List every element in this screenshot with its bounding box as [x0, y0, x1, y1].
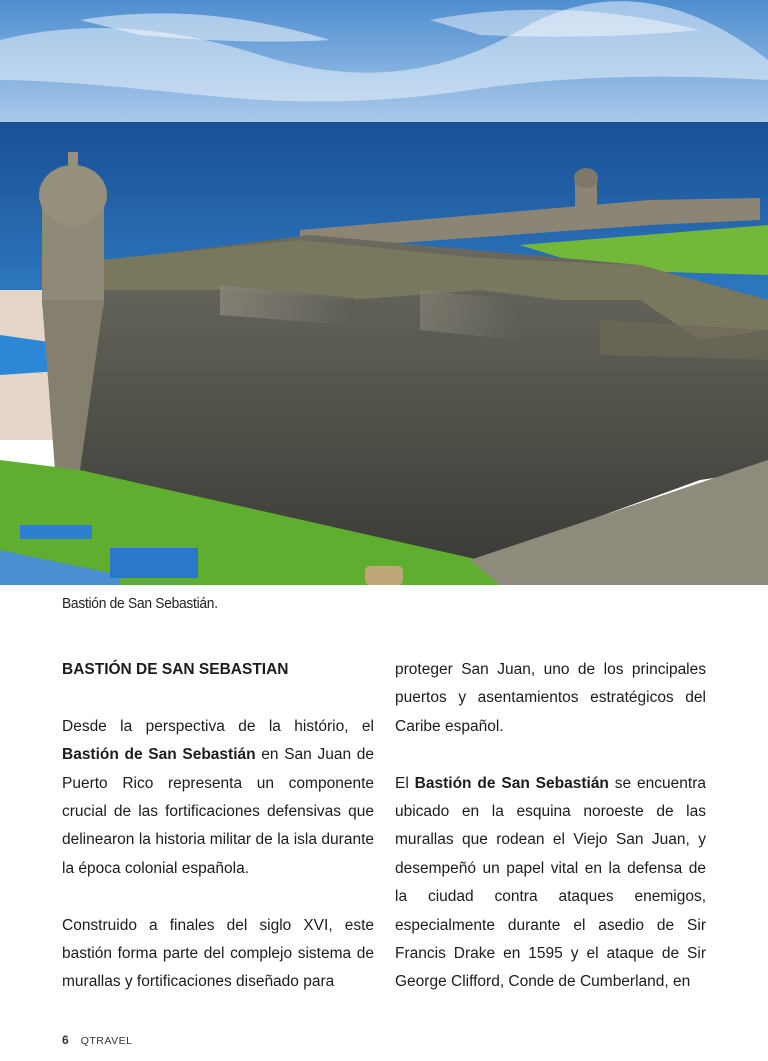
article-column-left [62, 656, 374, 997]
paragraph-1-end: en San Juan de Puerto Rico representa un componente crucial de las fortificaciones defensivas que delinearon la historia militar de la isla durante la época colonial española. [62, 746, 374, 877]
paragraph-3-highlight: Bastión de San Sebastián [414, 774, 609, 792]
article-column-right [395, 656, 706, 997]
paragraph-3-end: se encuentra ubicado en la esquina noroeste de las murallas que rodean el Viejo San Juan, y desempeñó un papel vital en la defensa de la ciudad contra ataques enemigos, especialmente durante el asedio de Sir Francis Drake en 1595 y el ataque de Sir George Clifford, Conde de Cumberland, en [395, 774, 706, 991]
paragraph-1-start: Desde la perspectiva de la histório, el [62, 717, 374, 735]
bench [20, 525, 92, 539]
paragraph-1-highlight: Bastión de San Sebastián [62, 746, 256, 764]
paragraph-1 [62, 713, 374, 883]
page-footer [62, 1033, 132, 1047]
page-number: 6 [62, 1033, 69, 1047]
paragraph-3 [395, 770, 706, 997]
paragraph-2-continued: proteger San Juan, uno de los principales puertos y asentamientos estratégicos del Caribe español. [395, 661, 706, 735]
paragraph-3-start: El [395, 774, 415, 792]
article-heading: BASTIÓN DE SAN SEBASTIAN [62, 661, 289, 678]
photo-caption: Bastión de San Sebastián. [62, 595, 218, 612]
magazine-brand: QTRAVEL [80, 1035, 133, 1047]
paragraph-2: Construido a finales del siglo XVI, este bastión forma parte del complejo sistema de murallas y fortificaciones diseñado para [62, 916, 374, 991]
